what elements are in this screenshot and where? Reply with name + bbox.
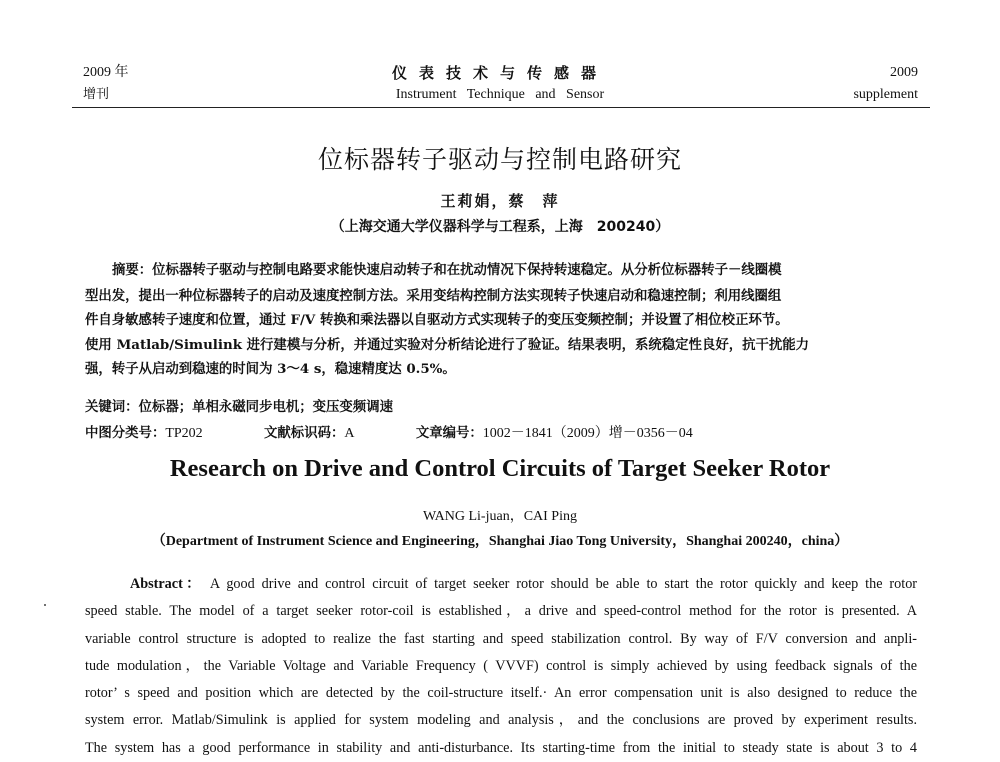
keywords-label: 关键词： [85, 400, 139, 415]
authors-en: WANG Li-juan，CAI Ping [423, 509, 577, 524]
abstract-en-line: rotor’ s speed and position which are detected by the coil-structure itself.· An error compensation unit is also designed to reduce the [85, 685, 917, 702]
affiliation-en: （Department of Instrument Science and Engineering，Shanghai Jiao Tong University，Shanghai 200240，china） [151, 534, 849, 549]
classification-line [85, 424, 693, 444]
doc-code-value: A [344, 426, 355, 441]
header-year-en: 2009 [890, 65, 918, 80]
header-issue-en: supplement [853, 87, 918, 102]
scan-artifact-dot [44, 604, 46, 606]
header-right [853, 62, 918, 106]
abstract-cn-line [85, 258, 917, 284]
abstract-en [85, 571, 917, 762]
paper-title-en: Research on Drive and Control Circuits of Target Seeker Rotor [169, 455, 831, 482]
abstract-cn-label: 摘要： [112, 263, 153, 278]
abstract-en-text: A good drive and control circuit of target seeker rotor should be able to start the rotor quickly and keep the rotor [209, 576, 918, 592]
keywords-value: 位标器；单相永磁同步电机；变压变频调速 [138, 399, 393, 415]
abstract-cn [85, 258, 917, 382]
abstract-cn-line: 型出发，提出一种位标器转子的启动及速度控制方法。采用变结构控制方法实现转子快速启动和稳速控制；利用线圈组 [85, 287, 782, 304]
header-issue: 增刊 [83, 87, 110, 102]
article-no-value: 1002－1841（2009）增－0356－04 [482, 426, 693, 441]
keywords-cn [85, 397, 393, 418]
authors-cn: 王莉娟，蔡 萍 [440, 192, 560, 210]
abstract-cn-text: 位标器转子驱动与控制电路要求能快速启动转子和在扰动情况下保持转速稳定。从分析位标器转子－线圈模 [152, 262, 782, 278]
abstract-en-line: variable control structure is adopted to realize the fast starting and speed stabilization control. By way of F/V conversion and anpli- [85, 630, 917, 647]
abstract-cn-line: 件自身敏感转子速度和位置，通过 F/V 转换和乘法器以自驱动方式实现转子的变压变频控制；并设置了相位校正环节。 [85, 312, 789, 329]
journal-name-cn: 仪表技术与传感器 [391, 64, 608, 82]
paper-title-cn: 位标器转子驱动与控制电路研究 [317, 145, 682, 174]
clc-value: TP202 [165, 426, 203, 441]
abstract-en-label: Abstract： [130, 576, 204, 592]
abstract-en-line: speed stable. The model of a target seeker rotor-coil is established，a drive and speed-control method for the rotor is presented. A [85, 603, 917, 620]
clc-label: 中图分类号： [85, 426, 166, 441]
abstract-en-line: system error. Matlab/Simulink is applied for system modeling and analysis，and the conclusions are proved by experiment results. [85, 712, 917, 729]
abstract-en-line: The system has a good performance in stability and anti-disturbance. Its starting-time from the initial to steady state is about 3 to 4 [85, 739, 917, 756]
article-no-label: 文章编号： [415, 426, 483, 441]
abstract-en-line: tude modulation，the Variable Voltage and Variable Frequency ( VVVF) control is simply achieved by using feedback signals of the [85, 657, 917, 674]
header-year: 2009 年 [83, 65, 129, 80]
header-rule [72, 107, 930, 108]
journal-name-en: Instrument Technique and Sensor [395, 87, 605, 102]
header-journal [0, 62, 1000, 106]
abstract-en-line [85, 571, 917, 598]
abstract-cn-line: 强，转子从启动到稳速的时间为 3～4 s，稳速精度达 0.5%。 [85, 361, 456, 378]
doc-code-label: 文献标识码： [264, 426, 345, 441]
affiliation-cn: （上海交通大学仪器科学与工程系，上海 200240） [330, 219, 670, 235]
abstract-cn-line: 使用 Matlab/Simulink 进行建模与分析，并通过实验对分析结论进行了验证。结果表明，系统稳定性良好，抗干扰能力 [85, 336, 810, 353]
